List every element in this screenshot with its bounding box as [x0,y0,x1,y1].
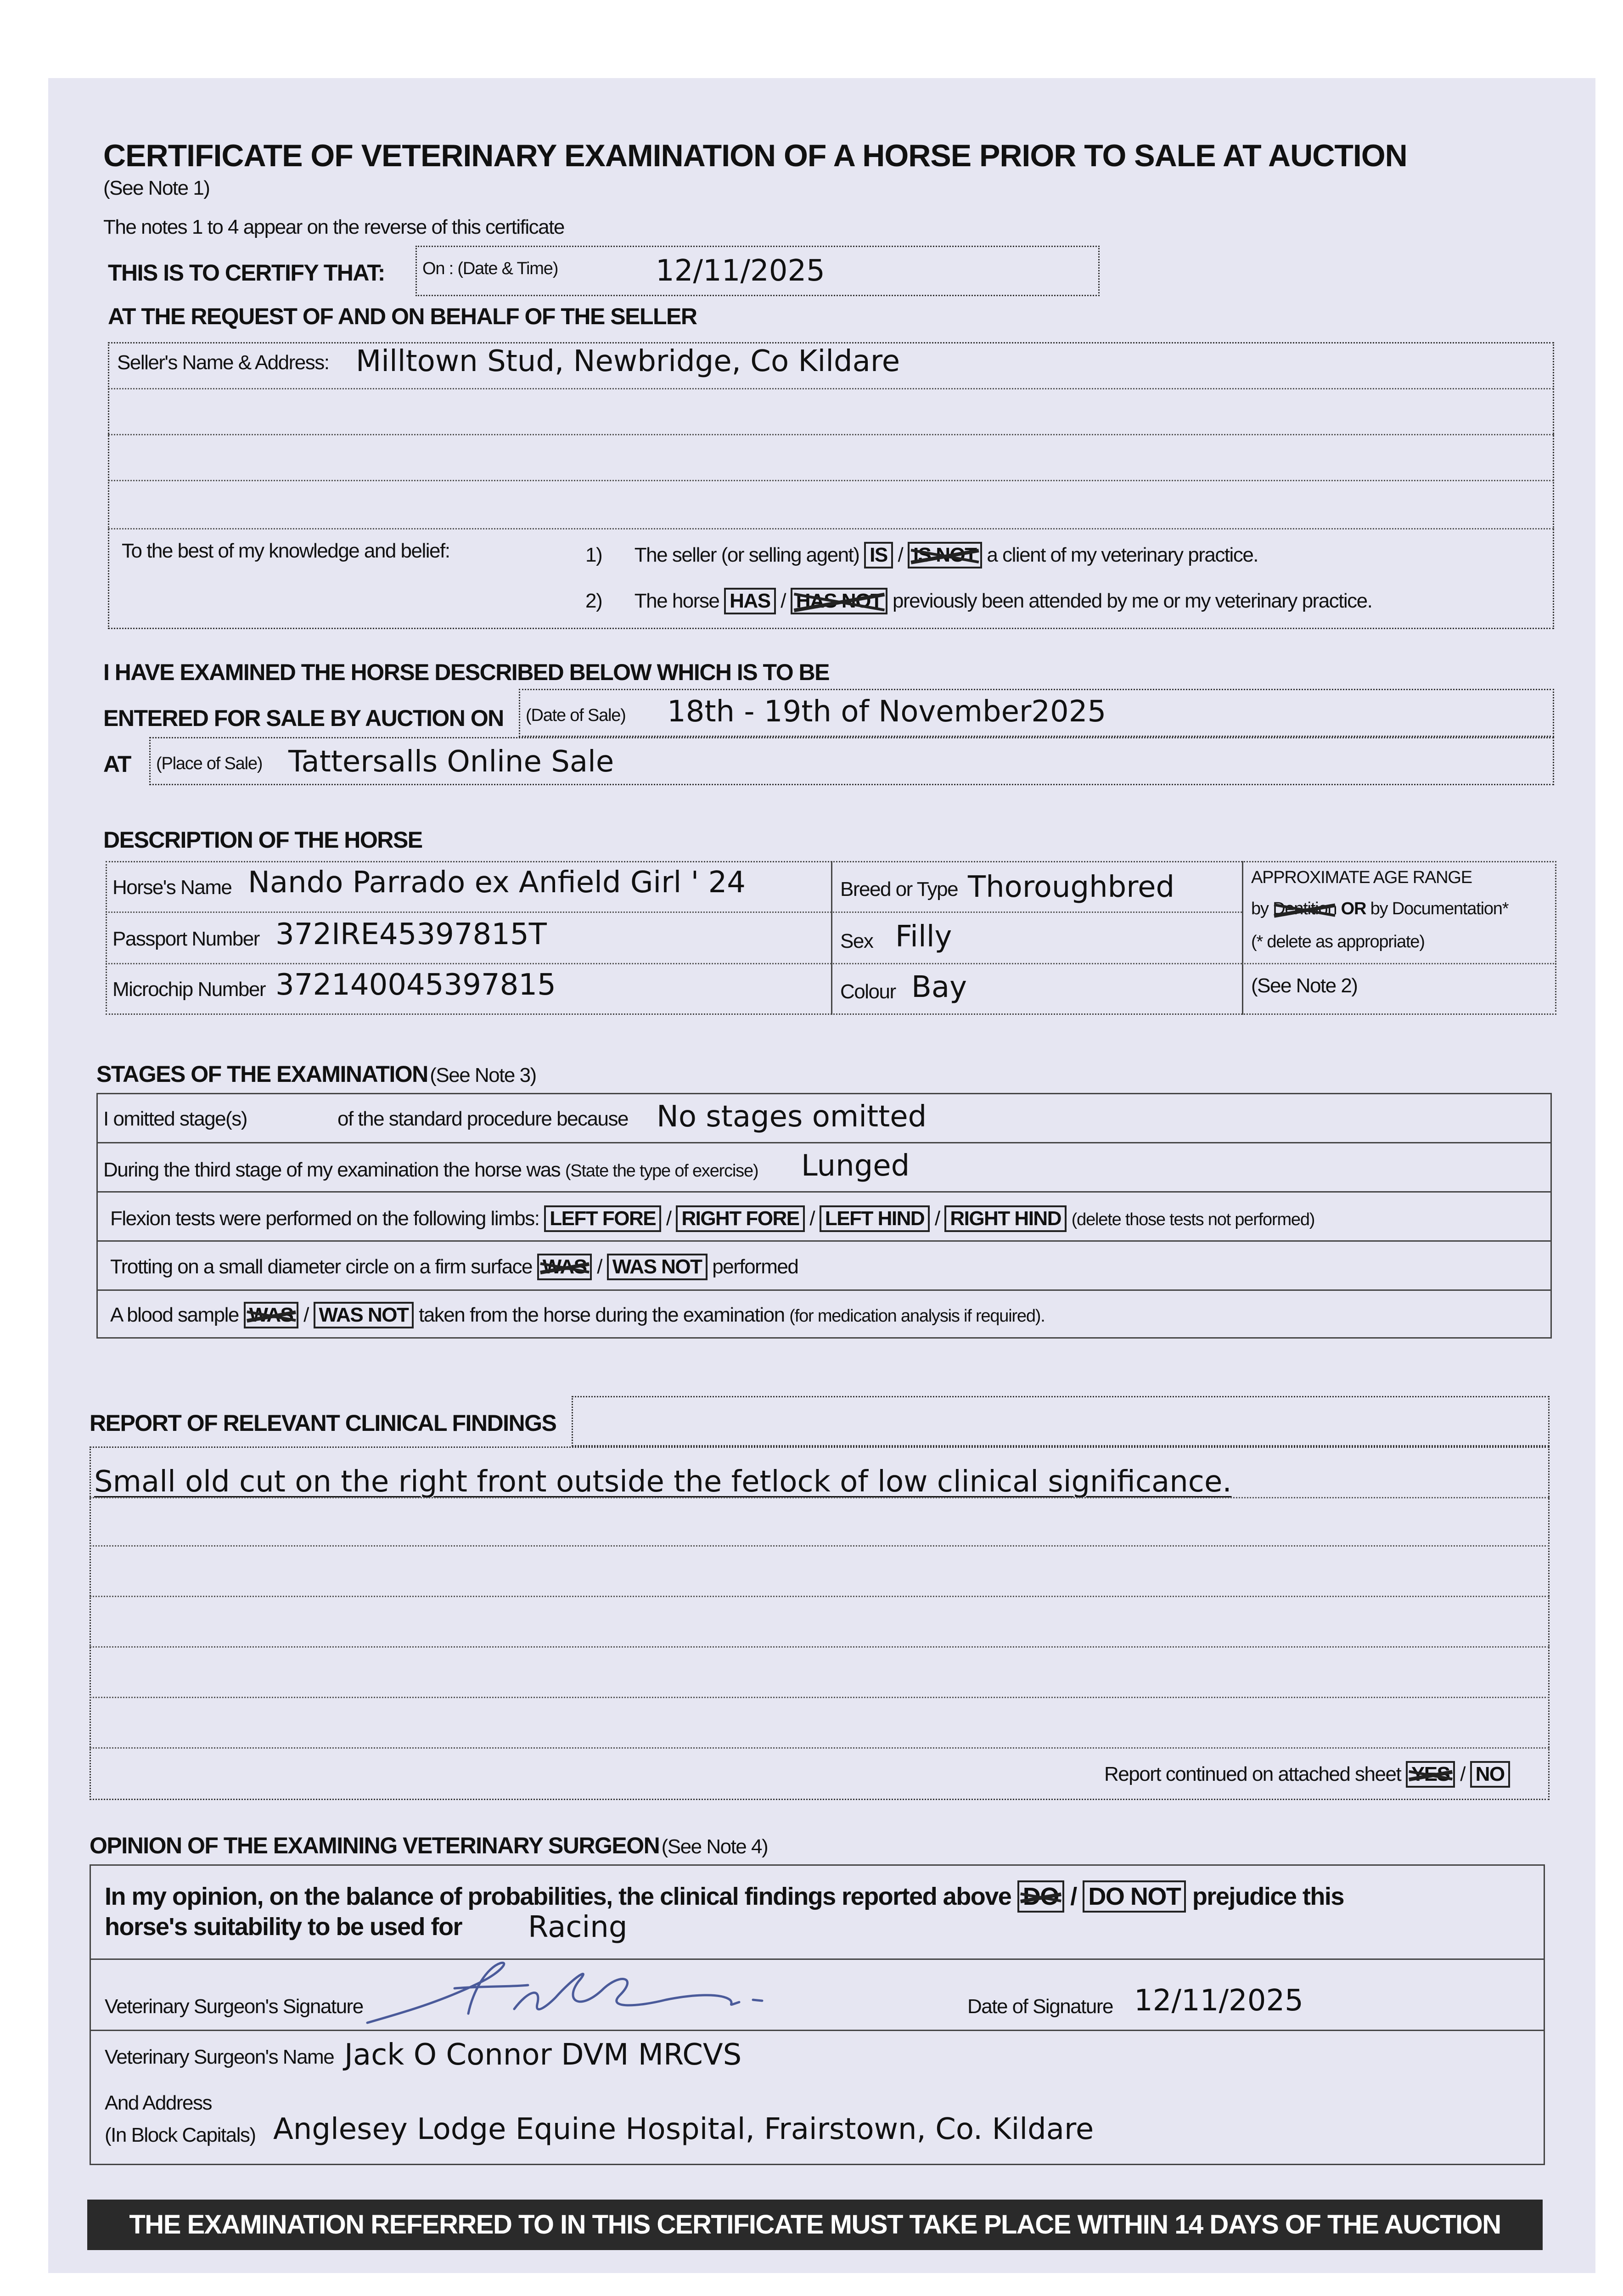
opinion-text-1: In my opinion, on the balance of probabilities, the clinical findings reported above [105,1883,1011,1910]
opinion-do-option[interactable]: DO [1017,1880,1064,1913]
flexion-label: Flexion tests were performed on the following limbs: [110,1207,539,1230]
description-heading: DESCRIPTION OF THE HORSE [103,827,422,853]
footer-banner: THE EXAMINATION REFERRED TO IN THIS CERTIFICATE MUST TAKE PLACE WITHIN 14 DAYS OF THE AUCTION [87,2200,1543,2250]
stages-heading-row [96,1061,536,1087]
opinion-heading: OPINION OF THE EXAMINING VETERINARY SURGEON [90,1833,660,1858]
flexion-sep-1: / [666,1207,671,1230]
continued-label: Report continued on attached sheet [1104,1763,1401,1785]
opinion-text-3: horse's suitability to be used for [105,1913,462,1941]
has-option[interactable]: HAS [724,588,775,614]
microchip-value[interactable]: 372140045397815 [275,968,556,1002]
omitted-value[interactable]: No stages omitted [657,1100,927,1134]
trotting-was-option[interactable]: WAS [537,1254,592,1280]
microchip-label: Microchip Number [112,978,265,1001]
purpose-value[interactable]: Racing [528,1910,628,1944]
omitted-label-1: I omitted stage(s) [103,1108,247,1130]
age-delete-note: (* delete as appropriate) [1251,932,1425,951]
vet-name-value[interactable]: Jack O Connor DVM MRCVS [344,2038,742,2072]
flexion-row [110,1205,1314,1232]
colour-label: Colour [840,980,896,1003]
belief-label: To the best of my knowledge and belief: [122,540,450,562]
continued-yes-option[interactable]: YES [1406,1761,1455,1788]
exam-date-field[interactable] [416,246,1100,296]
item1-post: a client of my veterinary practice. [987,544,1258,566]
is-option[interactable]: IS [864,542,893,568]
opinion-statement [105,1880,1344,1913]
report-line-3 [90,1596,1550,1597]
opinion-do-not-option[interactable]: DO NOT [1083,1880,1186,1913]
report-line-6 [90,1747,1550,1749]
desc-age-line [1242,963,1556,964]
attended-statement [585,588,1372,614]
item1-separator: / [898,544,903,566]
report-line-2 [90,1545,1550,1547]
horse-name-label: Horse's Name [112,876,232,899]
right-hind-option[interactable]: RIGHT HIND [944,1205,1067,1232]
sale-place-label: (Place of Sale) [156,754,263,773]
desc-row-line-2 [106,963,1242,964]
seller-line-1 [108,388,1554,389]
seller-box [108,342,1554,629]
breed-value[interactable]: Thoroughbred [968,870,1175,904]
blood-was-option[interactable]: WAS [244,1302,299,1328]
certificate-title: CERTIFICATE OF VETERINARY EXAMINATION OF A HORSE PRIOR TO SALE AT AUCTION [103,138,1407,173]
stages-line-4 [96,1289,1552,1291]
report-heading: REPORT OF RELEVANT CLINICAL FINDINGS [90,1410,556,1436]
opinion-note: (See Note 4) [661,1835,768,1858]
opinion-sep: / [1070,1883,1077,1910]
third-stage-row [103,1159,758,1182]
breed-label: Breed or Type [840,878,958,900]
trotting-row [110,1254,798,1280]
third-stage-value[interactable]: Lunged [801,1149,910,1183]
client-statement [585,542,1258,568]
report-line-4 [90,1646,1550,1648]
seller-heading: AT THE REQUEST OF AND ON BEHALF OF THE SELLER [108,304,697,329]
vet-name-label: Veterinary Surgeon's Name [105,2046,334,2068]
blood-sep: / [303,1304,309,1326]
seller-name-label: Seller's Name & Address: [117,351,329,374]
flexion-sep-2: / [809,1207,815,1230]
report-line-5 [90,1697,1550,1698]
horse-name-value[interactable]: Nando Parrado ex Anfield Girl ' 24 [248,866,746,900]
vet-signature[interactable] [363,1954,776,2034]
passport-value[interactable]: 372IRE45397815T [275,917,547,951]
stages-line-3 [96,1240,1552,1242]
vet-address-value[interactable]: Anglesey Lodge Equine Hospital, Frairstown, Co. Kildare [273,2112,1094,2146]
sale-date-value: 18th - 19th of November2025 [667,695,1106,729]
opinion-line-2 [90,2030,1545,2031]
age-by-label: by [1251,899,1269,918]
report-finding[interactable]: Small old cut on the right front outside the fetlock of low clinical significance. [94,1465,1232,1499]
see-note-1: (See Note 1) [103,177,210,199]
blood-row [110,1302,1045,1328]
report-line-1 [90,1497,1550,1498]
has-not-option[interactable]: HAS NOT [791,588,888,614]
third-stage-note: (State the type of exercise) [565,1161,758,1181]
notes-line: The notes 1 to 4 appear on the reverse of this certificate [103,216,564,238]
certify-label: THIS IS TO CERTIFY THAT: [108,260,385,286]
date-signature-value[interactable]: 12/11/2025 [1134,1984,1303,2018]
trotting-post: performed [712,1255,798,1278]
left-fore-option[interactable]: LEFT FORE [544,1205,661,1232]
right-fore-option[interactable]: RIGHT FORE [676,1205,804,1232]
on-date-label: On : (Date & Time) [422,259,558,278]
trotting-label: Trotting on a small diameter circle on a firm surface [110,1255,533,1278]
date-signature-label: Date of Signature [967,1995,1113,2018]
desc-row-line-1 [106,912,1242,913]
desc-divider-1 [831,861,832,1015]
item1-text: The seller (or selling agent) [634,544,859,566]
documentation-option[interactable]: by Documentation* [1370,899,1509,918]
trotting-sep: / [597,1255,602,1278]
examined-heading: I HAVE EXAMINED THE HORSE DESCRIBED BELOW WHICH IS TO BE [103,659,829,685]
item1-number: 1) [585,544,602,566]
omitted-label-2: of the standard procedure because [337,1108,628,1130]
flexion-note: (delete those tests not performed) [1071,1210,1315,1229]
signature-label: Veterinary Surgeon's Signature [105,1995,363,2018]
item2-post: previously been attended by me or my veterinary practice. [892,590,1372,612]
seller-line-3 [108,480,1554,481]
stages-heading: STAGES OF THE EXAMINATION [96,1061,428,1087]
is-not-option[interactable]: IS NOT [908,542,982,568]
sale-date-label: (Date of Sale) [526,706,626,725]
item2-number: 2) [585,590,602,612]
opinion-line-1 [90,1958,1545,1960]
age-see-note-2: (See Note 2) [1251,974,1358,997]
at-label: AT [103,751,131,777]
stages-line-2 [96,1191,1552,1193]
auction-heading: ENTERED FOR SALE BY AUCTION ON [103,705,504,731]
passport-label: Passport Number [112,928,259,950]
report-heading-box [572,1396,1550,1446]
trotting-was-not-option[interactable]: WAS NOT [607,1254,708,1280]
blood-was-not-option[interactable]: WAS NOT [314,1302,414,1328]
flexion-sep-3: / [934,1207,940,1230]
stages-note: (See Note 3) [430,1064,536,1086]
exam-date-value: 12/11/2025 [656,254,825,288]
age-or-label: OR [1341,899,1366,918]
dentition-option[interactable]: Dentition [1273,899,1337,918]
sex-label: Sex [840,930,873,952]
sale-date-field[interactable] [519,689,1554,737]
continued-sep: / [1460,1763,1465,1785]
seller-line-2 [108,434,1554,435]
seller-line-4 [108,528,1554,529]
address-label-1: And Address [105,2092,212,2114]
blood-post: taken from the horse during the examination [419,1304,785,1326]
sale-place-value: Tattersalls Online Sale [288,745,614,779]
sex-value[interactable]: Filly [895,920,952,954]
colour-value[interactable]: Bay [911,970,967,1004]
third-stage-label: During the third stage of my examination the horse was [103,1159,561,1181]
age-range-heading: APPROXIMATE AGE RANGE [1251,868,1472,887]
seller-name-value[interactable]: Milltown Stud, Newbridge, Co Kildare [356,344,900,378]
address-label-2: (In Block Capitals) [105,2124,256,2146]
opinion-text-2: prejudice this [1192,1883,1344,1910]
left-hind-option[interactable]: LEFT HIND [820,1205,930,1232]
item2-separator: / [781,590,786,612]
stages-line-1 [96,1142,1552,1143]
item2-text: The horse [634,590,719,612]
age-range-options [1251,899,1508,919]
blood-label: A blood sample [110,1304,239,1326]
opinion-heading-row [90,1832,768,1859]
sale-place-field[interactable] [149,737,1554,785]
desc-divider-2 [1242,861,1243,1015]
continued-row [1104,1761,1510,1788]
blood-note: (for medication analysis if required). [789,1306,1045,1326]
continued-no-option[interactable]: NO [1470,1761,1510,1788]
